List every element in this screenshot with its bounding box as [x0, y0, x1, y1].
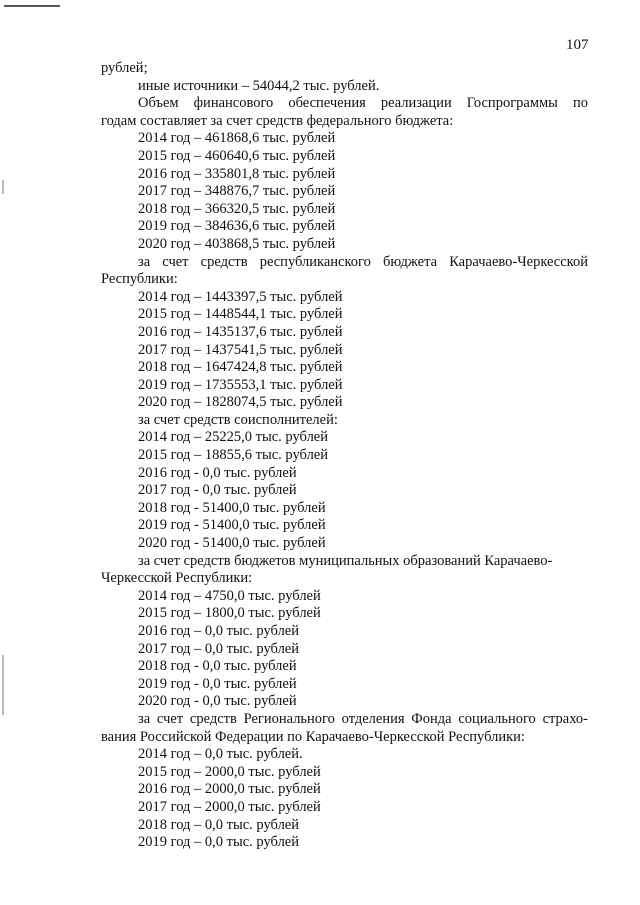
- text-line: годам составляет за счет средств федерального бюджета:: [101, 112, 454, 129]
- text-line: Черкесской Республики:: [101, 570, 253, 587]
- text-line: за счет средств соисполнителей:: [138, 411, 338, 428]
- scan-top-rule: [4, 5, 60, 7]
- text-line: 2017 год – 0,0 тыс. рублей: [138, 640, 300, 657]
- text-line: 2016 год – 1435137,6 тыс. рублей: [138, 323, 343, 340]
- text-line: Объем финансового обеспечения реализации Госпрограммы по: [138, 95, 588, 112]
- text-line: 2020 год – 1828074,5 тыс. рублей: [138, 394, 343, 411]
- text-line: за счет средств бюджетов муниципальных образований Карачаево-: [138, 552, 553, 569]
- text-line: 2016 год – 2000,0 тыс. рублей: [138, 781, 321, 798]
- text-line: 2014 год – 461868,6 тыс. рублей: [138, 130, 336, 147]
- text-line: 2018 год – 0,0 тыс. рублей: [138, 816, 300, 833]
- text-line: 2016 год - 0,0 тыс. рублей: [138, 464, 297, 481]
- scan-edge-mark: [2, 655, 4, 715]
- text-line: 2018 год – 1647424,8 тыс. рублей: [138, 359, 343, 376]
- text-line: 2019 год - 51400,0 тыс. рублей: [138, 517, 326, 534]
- text-line: 2015 год – 1448544,1 тыс. рублей: [138, 306, 343, 323]
- text-line: 2019 год – 0,0 тыс. рублей: [138, 834, 300, 851]
- text-line: 2017 год - 0,0 тыс. рублей: [138, 482, 297, 499]
- text-line: иные источники – 54044,2 тыс. рублей.: [138, 77, 380, 94]
- text-line: 2018 год – 366320,5 тыс. рублей: [138, 200, 336, 217]
- text-line: 2017 год – 348876,7 тыс. рублей: [138, 183, 336, 200]
- text-line: 2015 год – 18855,6 тыс. рублей: [138, 447, 329, 464]
- text-line: 2017 год – 1437541,5 тыс. рублей: [138, 341, 343, 358]
- text-line: 2019 год - 0,0 тыс. рублей: [138, 675, 297, 692]
- text-line: 2014 год – 1443397,5 тыс. рублей: [138, 288, 343, 305]
- text-line: вания Российской Федерации по Карачаево-Черкесской Республики:: [101, 728, 525, 745]
- text-line: за счет средств Регионального отделения Фонда социального страхо-: [138, 710, 588, 727]
- text-line: 2014 год – 4750,0 тыс. рублей: [138, 587, 321, 604]
- text-line: 2020 год - 0,0 тыс. рублей: [138, 693, 297, 710]
- text-line: 2020 год – 403868,5 тыс. рублей: [138, 235, 336, 252]
- text-line: 2017 год – 2000,0 тыс. рублей: [138, 798, 321, 815]
- scan-edge-mark: [2, 180, 4, 194]
- text-line: 2018 год - 51400,0 тыс. рублей: [138, 499, 326, 516]
- text-line: рублей;: [101, 60, 148, 76]
- text-line: 2015 год – 1800,0 тыс. рублей: [138, 605, 321, 622]
- document-body: [101, 60, 588, 852]
- page-number: 107: [566, 37, 589, 53]
- text-line: за счет средств республиканского бюджета Карачаево-Черкесской: [138, 253, 588, 270]
- text-line: 2014 год – 0,0 тыс. рублей.: [138, 746, 303, 763]
- text-line: 2016 год – 0,0 тыс. рублей: [138, 623, 300, 639]
- text-line: 2015 год – 2000,0 тыс. рублей: [138, 763, 321, 780]
- text-line: 2019 год – 384636,6 тыс. рублей: [138, 218, 336, 235]
- text-line: 2019 год – 1735553,1 тыс. рублей: [138, 376, 343, 393]
- text-line: 2018 год - 0,0 тыс. рублей: [138, 658, 297, 675]
- text-line: 2016 год – 335801,8 тыс. рублей: [138, 165, 336, 182]
- text-line: 2020 год - 51400,0 тыс. рублей: [138, 535, 326, 552]
- text-line: 2014 год – 25225,0 тыс. рублей: [138, 429, 329, 446]
- text-line: 2015 год – 460640,6 тыс. рублей: [138, 147, 336, 164]
- text-line: Республики:: [101, 271, 178, 288]
